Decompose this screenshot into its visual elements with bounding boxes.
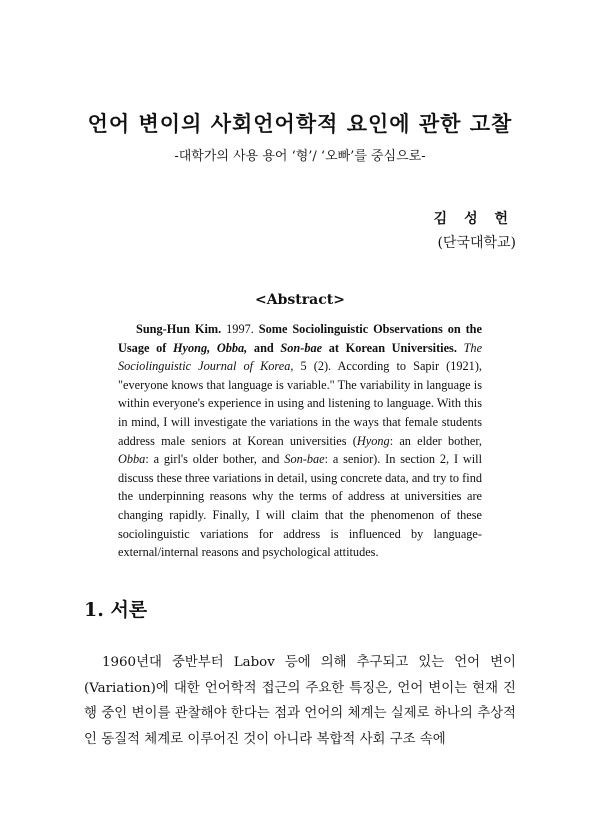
paper-subtitle: -대학가의 사용 용어 ‘형’/ ‘오빠’를 중심으로- — [174, 149, 426, 164]
citation-author: Sung-Hun Kim. — [136, 322, 222, 336]
abstract-term-hyong: Hyong — [356, 433, 390, 448]
author-affiliation: (단국대학교) — [437, 235, 516, 251]
abstract-gloss-3: : a senior). In section 2, I will discuss these three variations in detail, using concrete data, and try to find the underpinning reasons why the terms of address at universities are changing rapidly. Finally, I will claim that the phenomenon of these sociolinguistic variations for address is influenced by language-external/internal reasons and psychological attitudes. — [118, 452, 483, 560]
citation-and: and — [253, 340, 274, 355]
abstract-gloss-1: : an elder bother, — [389, 433, 482, 448]
abstract-paragraph — [118, 320, 482, 562]
citation-journal: The Sociolinguistic Journal of Korea, — [118, 340, 483, 374]
citation-volume: 5 (2). — [300, 359, 332, 374]
section-1-heading: 1. 서론 — [84, 599, 148, 621]
abstract-term-sonbae: Son-bae — [284, 452, 325, 467]
citation-term-obba: Obba, — [216, 340, 248, 355]
abstract-gloss-2: : a girl's older bother, and — [145, 452, 280, 467]
citation-term-sonbae: Son-bae — [280, 340, 323, 355]
citation-title-part2: at Korean Universities. — [328, 340, 457, 355]
section-1-text: 1960년대 중반부터 Labov 등에 의해 추구되고 있는 언어 변이(Variation)에 대한 언어학적 접근의 주요한 특징은, 언어 변이는 현재 진행 중인 변이를 관찰해야 한다는 점과 언어의 체계는 실제로 하나의 추상적인 동질적 체계로 이루어진 것이 아니라 복합적 사회 구조 속에 — [84, 655, 516, 747]
abstract-term-obba: Obba — [118, 452, 146, 467]
author-name: 김 성 헌 — [433, 211, 514, 227]
citation-title-part1: Some Sociolinguistic Observations on the Usage of — [118, 322, 482, 355]
abstract-body-1: According to Sapir (1921), "everyone knows that language is variable." The variability in language is within everyone's experience in using and listening to language. With this in mind, I will investigate the variations in the ways that female students address male seniors at Korean universities ( — [118, 359, 482, 448]
section-1-body — [84, 650, 516, 752]
abstract-heading: <Abstract> — [255, 292, 345, 308]
citation-year: 1997. — [226, 322, 254, 336]
paper-title: 언어 변이의 사회언어학적 요인에 관한 고찰 — [87, 111, 513, 136]
citation-term-hyong: Hyong, — [172, 340, 211, 355]
